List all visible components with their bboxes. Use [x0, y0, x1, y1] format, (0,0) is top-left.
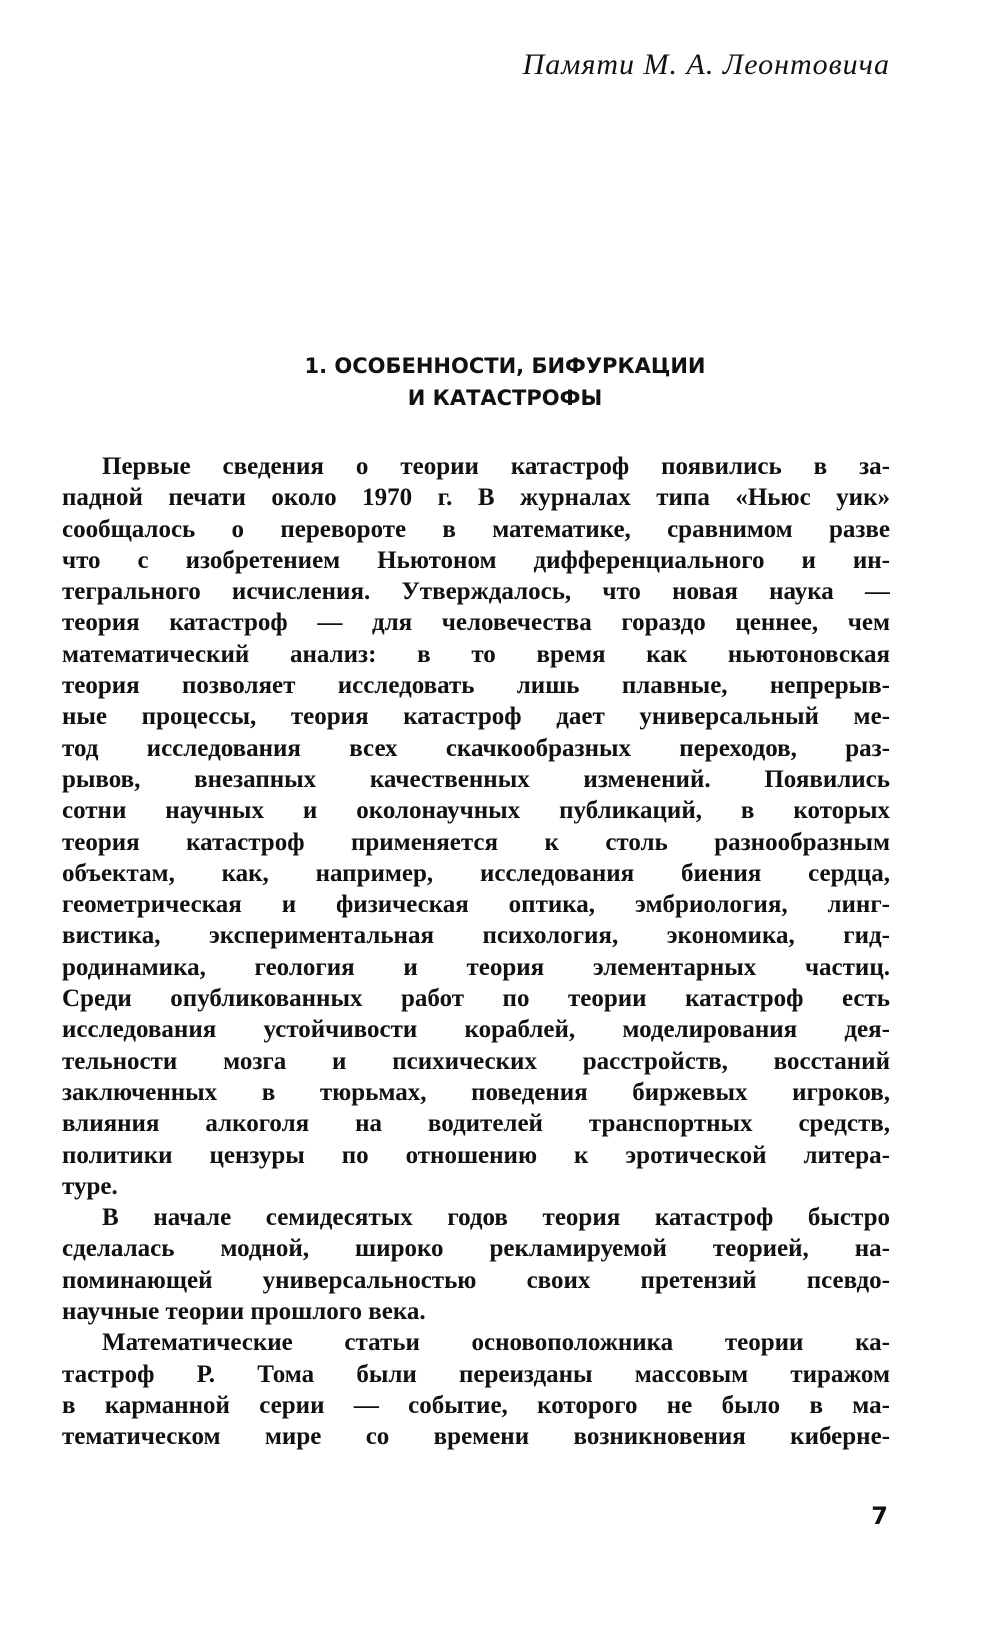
text-line: теория позволяет исследовать лишь плавные, непрерыв- — [62, 672, 890, 700]
text-line: теория катастроф применяется к столь разнообразным — [62, 828, 890, 856]
chapter-title-line: И КАТАСТРОФЫ — [407, 386, 603, 410]
text-line: тематическом мире со времени возникновения киберне- — [62, 1423, 890, 1451]
text-line: математический анализ: в то время как ньютоновская — [62, 640, 890, 668]
text-line: вистика, экспериментальная психология, экономика, гид- — [62, 922, 890, 950]
text-line: тегрального исчисления. Утверждалось, что новая наука — — [62, 578, 890, 606]
text-line: исследования устойчивости кораблей, моделирования дея- — [62, 1016, 890, 1044]
text-line: тод исследования всех скачкообразных переходов, раз- — [62, 734, 890, 762]
text-line: политики цензуры по отношению к эротической литера- — [62, 1141, 890, 1169]
text-line: геометрическая и физическая оптика, эмбриология, линг- — [62, 891, 890, 919]
text-line: сделалась модной, широко рекламируемой теорией, на- — [62, 1235, 890, 1263]
text-line: ные процессы, теория катастроф дает универсальный ме- — [62, 703, 890, 731]
text-line: падной печати около 1970 г. В журналах типа «Ньюс уик» — [62, 484, 890, 512]
text-line: заключенных в тюрьмах, поведения биржевых игроков, — [62, 1078, 890, 1106]
text-line: в карманной серии — событие, которого не было в ма- — [62, 1391, 890, 1419]
text-line: объектам, как, например, исследования биения сердца, — [62, 859, 890, 887]
text-line: родинамика, геология и теория элементарных частиц. — [62, 953, 890, 981]
chapter-title-line: 1. ОСОБЕННОСТИ, БИФУРКАЦИИ — [304, 354, 706, 378]
text-line: сотни научных и околонаучных публикаций, в которых — [62, 797, 890, 825]
body-text — [62, 451, 890, 1453]
text-line: Первые сведения о теории катастроф появились в за- — [102, 453, 890, 480]
text-line: теория катастроф — для человечества гораздо ценнее, чем — [62, 609, 890, 637]
page-number: 7 — [871, 1502, 888, 1530]
text-line: что с изобретением Ньютоном дифференциального и ин- — [62, 546, 890, 574]
text-line: научные теории прошлого века. — [62, 1298, 426, 1326]
text-line: Математические статьи основоположника теории ка- — [102, 1329, 890, 1357]
text-line: рывов, внезапных качественных изменений. Появились — [62, 765, 890, 793]
text-line: тельности мозга и психических расстройств, восстаний — [62, 1047, 890, 1075]
text-line: влияния алкоголя на водителей транспортных средств, — [62, 1110, 890, 1138]
text-line: В начале семидесятых годов теория катастроф быстро — [102, 1204, 890, 1232]
text-line: тастроф Р. Тома были переизданы массовым тиражом — [62, 1360, 890, 1388]
text-line: Среди опубликованных работ по теории катастроф есть — [62, 985, 890, 1013]
text-line: туре. — [62, 1172, 118, 1200]
text-line: поминающей универсальностью своих претензий псевдо- — [62, 1266, 890, 1294]
text-line: сообщалось о перевороте в математике, сравнимом разве — [62, 515, 890, 543]
chapter-title — [120, 350, 890, 414]
epigraph: Памяти М. А. Леонтовича — [522, 48, 890, 81]
